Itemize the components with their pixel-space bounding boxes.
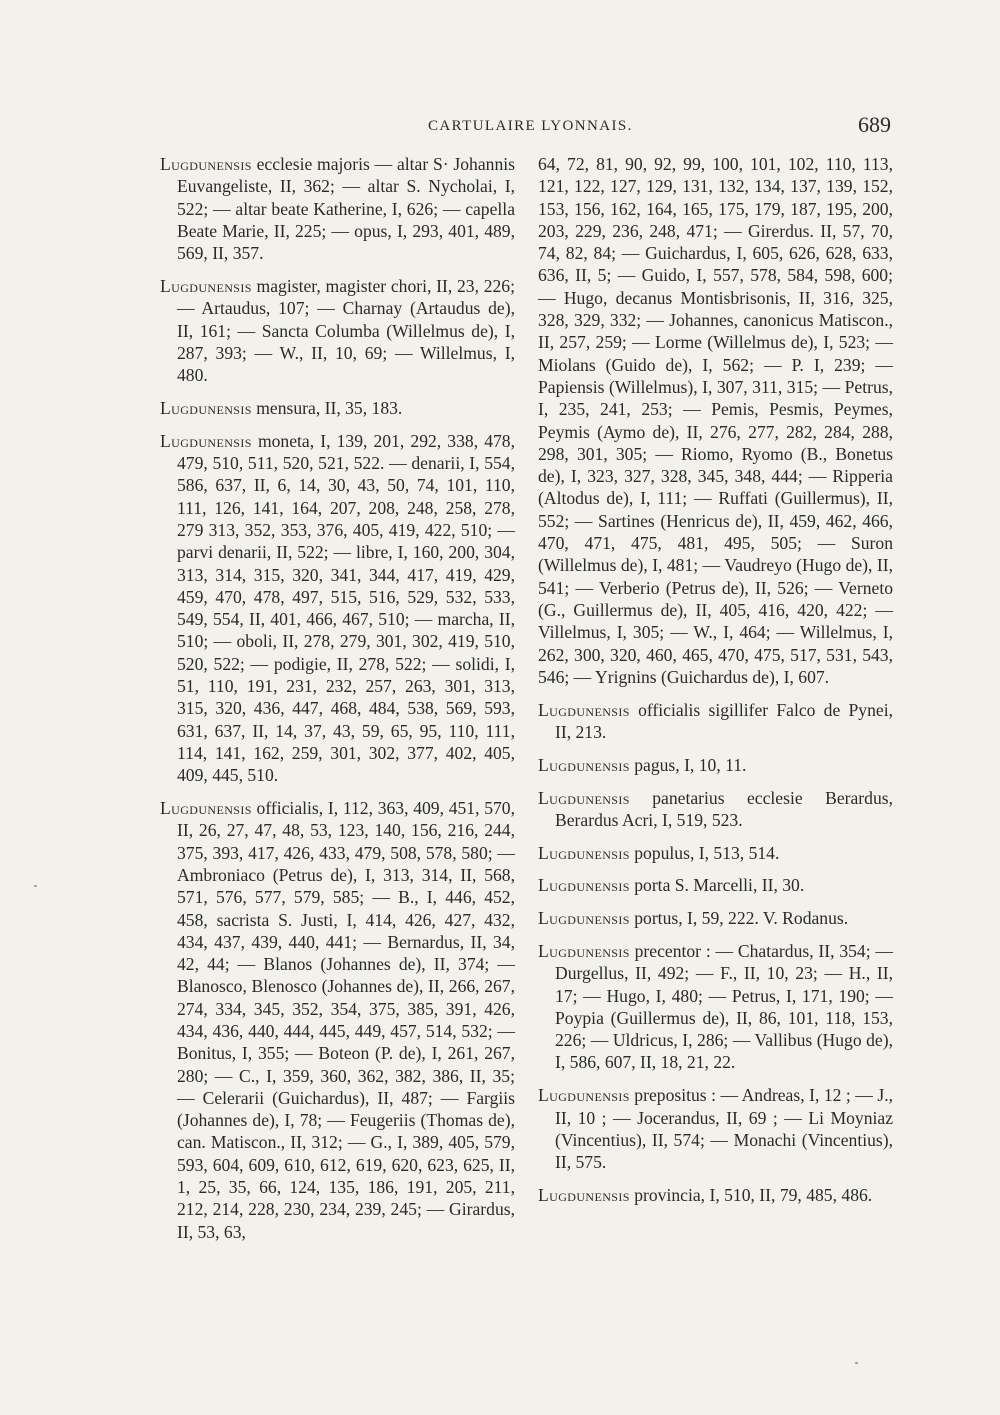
index-entry: [538, 754, 893, 776]
right-column: [538, 153, 893, 1217]
index-entry: [538, 874, 893, 896]
entry-text: mensura, II, 35, 183.: [251, 397, 403, 418]
index-entry: [160, 430, 515, 787]
entry-text: ecclesie majoris — altar S· Johannis Euvangeliste, II, 362; — altar S. Nycholai, I, 522; — altar beate Katherine, I, 626; — capella Beate Marie, II, 225; — opus, I, 293, 401, 489, 569, II, 357.: [177, 154, 515, 264]
paper-speck: [855, 1362, 858, 1364]
index-entry: [538, 842, 893, 864]
headword: Lugdunensis: [538, 875, 630, 896]
headword: Lugdunensis: [538, 787, 630, 808]
headword: Lugdunensis: [160, 798, 252, 819]
headword: Lugdunensis: [160, 154, 252, 174]
index-entry: [160, 397, 515, 419]
entry-text: panetarius ecclesie Berardus, Berardus Acri, I, 519, 523.: [555, 787, 893, 830]
paper-speck: [34, 885, 37, 887]
entry-text: officialis, I, 112, 363, 409, 451, 570, II, 26, 27, 47, 48, 53, 123, 140, 156, 216, 244, 375, 393, 417, 426, 433, 479, 508, 578, 580; — Ambroniaco (Petrus de), I, 313, 314, II, 568, 571, 576, 577, 579, 585; — B., I, 446, 452, 458, sacrista S. Justi, I, 414, 426, 427, 432, 434, 437, 439, 440, 441; — Bernardus, II, 34, 42, 44; — Blanos (Johannes de), II, 374; — Blanosco, Blenosco (Johannes de), II, 266, 267, 274, 334, 345, 352, 354, 375, 385, 391, 426, 434, 436, 440, 444, 445, 449, 457, 514, 532; — Bonitus, I, 355; — Boteon (P. de), I, 261, 267, 280; — C., I, 359, 360, 362, 382, 386, II, 35; — Celerarii (Guichardus), II, 487; — Fargiis (Johannes de), I, 78; — Feugeriis (Thomas de), can. Matiscon., II, 312; — G., I, 389, 405, 579, 593, 604, 609, 610, 612, 619, 620, 623, 625, II, 1, 25, 35, 66, 124, 135, 186, 191, 205, 211, 212, 214, 228, 230, 234, 239, 245; — Girardus, II, 53, 63,: [177, 798, 515, 1242]
index-entry-continued: [538, 153, 893, 688]
headword: Lugdunensis: [538, 699, 630, 720]
index-entry: [160, 797, 515, 1243]
headword: Lugdunensis: [538, 908, 630, 929]
index-entry: [160, 275, 515, 386]
running-head: [0, 112, 1000, 142]
headword: Lugdunensis: [160, 430, 252, 451]
entry-text: portus, I, 59, 222. V. Rodanus.: [629, 908, 849, 929]
entry-text: precentor : — Chatardus, II, 354; — Durgellus, II, 492; — F., II, 10, 23; — H., II, 17; — Hugo, I, 480; — Petrus, I, 171, 190; — Poypia (Guillermus de), II, 86, 101, 118, 153, 226; — Uldricus, I, 286; — Vallibus (Hugo de), I, 586, 607, II, 18, 21, 22.: [555, 941, 893, 1073]
running-title: CARTULAIRE LYONNAIS.: [428, 118, 633, 134]
index-entry: [538, 1084, 893, 1173]
headword: Lugdunensis: [538, 754, 630, 775]
headword: Lugdunensis: [160, 397, 252, 418]
headword: Lugdunensis: [538, 1085, 630, 1106]
headword: Lugdunensis: [538, 842, 630, 863]
left-column: [160, 153, 515, 1253]
index-entry: [538, 1184, 893, 1206]
entry-text: officialis sigillifer Falco de Pynei, II, 213.: [555, 699, 893, 742]
entry-text: pagus, I, 10, 11.: [629, 754, 747, 775]
entry-text: porta S. Marcelli, II, 30.: [629, 875, 805, 896]
index-entry: [538, 787, 893, 832]
headword: Lugdunensis: [538, 941, 630, 961]
entry-text: prepositus : — Andreas, I, 12 ; — J., II, 10 ; — Jocerandus, II, 69 ; — Li Moyniaz (Vincentius), II, 574; — Monachi (Vincentius), II, 575.: [555, 1085, 893, 1173]
index-entry: [538, 907, 893, 929]
entry-text: provincia, I, 510, II, 79, 485, 486.: [629, 1184, 873, 1205]
entry-text: magister, magister chori, II, 23, 226; — Artaudus, 107; — Charnay (Artaudus de), II, 161; — Sancta Columba (Willelmus de), I, 287, 393; — W., II, 10, 69; — Willelmus, I, 480.: [177, 275, 515, 386]
headword: Lugdunensis: [160, 275, 252, 296]
index-entry: [160, 153, 515, 264]
index-entry: [538, 699, 893, 744]
entry-text: 64, 72, 81, 90, 92, 99, 100, 101, 102, 110, 113, 121, 122, 127, 129, 131, 132, 134, 137, 139, 152, 153, 156, 162, 164, 165, 175, 179, 187, 195, 200, 203, 229, 236, 248, 471; — Girerdus. II, 57, 70, 74, 82, 84; — Guichardus, I, 605, 626, 628, 633, 636, II, 5; — Guido, I, 557, 578, 584, 598, 600; — Hugo, decanus Montisbrisonis, II, 316, 325, 328, 329, 332; — Johannes, canonicus Matiscon., II, 257, 259; — Lorme (Willelmus de), I, 523; — Miolans (Guido de), I, 562; — P. I, 239; — Papiensis (Willelmus), I, 307, 311, 315; — Petrus, I, 235, 241, 253; — Pemis, Pesmis, Peymes, Peymis (Aymo de), II, 276, 277, 282, 284, 288, 298, 301, 305; — Riomo, Ryomo (B., Bonetus de), I, 323, 327, 328, 345, 348, 444; — Ripperia (Altodus de), I, 111; — Ruffati (Guillermus), II, 552; — Sartines (Henricus de), II, 459, 462, 466, 470, 471, 475, 481, 495, 505; — Suron (Willelmus de), I, 481; — Vaudreyo (Hugo de), II, 541; — Verberio (Petrus de), II, 526; — Verneto (G., Guillermus de), II, 405, 416, 420, 422; — Villelmus, I, 305; — W., I, 464; — Willelmus, I, 262, 300, 320, 460, 465, 470, 475, 517, 531, 543, 546; — Yrignins (Guichardus de), I, 607.: [538, 154, 893, 687]
page-number: 689: [858, 112, 891, 137]
entry-text: populus, I, 513, 514.: [629, 842, 780, 863]
index-entry: [538, 940, 893, 1074]
entry-text: moneta, I, 139, 201, 292, 338, 478, 479, 510, 511, 520, 521, 522. — denarii, I, 554, 586, 637, II, 6, 14, 30, 43, 50, 74, 101, 110, 111, 126, 141, 164, 207, 208, 248, 258, 278, 279 313, 352, 353, 376, 405, 419, 422, 510; — parvi denarii, II, 522; — libre, I, 160, 200, 304, 313, 314, 315, 320, 341, 344, 417, 419, 429, 459, 470, 478, 497, 515, 516, 529, 532, 533, 549, 554, II, 401, 466, 467, 510; — marcha, II, 510; — oboli, II, 278, 279, 301, 302, 419, 510, 520, 522; — podigie, II, 278, 522; — solidi, I, 51, 110, 191, 231, 232, 257, 263, 301, 313, 315, 320, 436, 447, 468, 484, 538, 569, 593, 631, 637, II, 14, 37, 43, 59, 65, 95, 110, 111, 114, 141, 162, 259, 301, 302, 377, 402, 405, 409, 445, 510.: [177, 430, 515, 786]
headword: Lugdunensis: [538, 1184, 630, 1205]
